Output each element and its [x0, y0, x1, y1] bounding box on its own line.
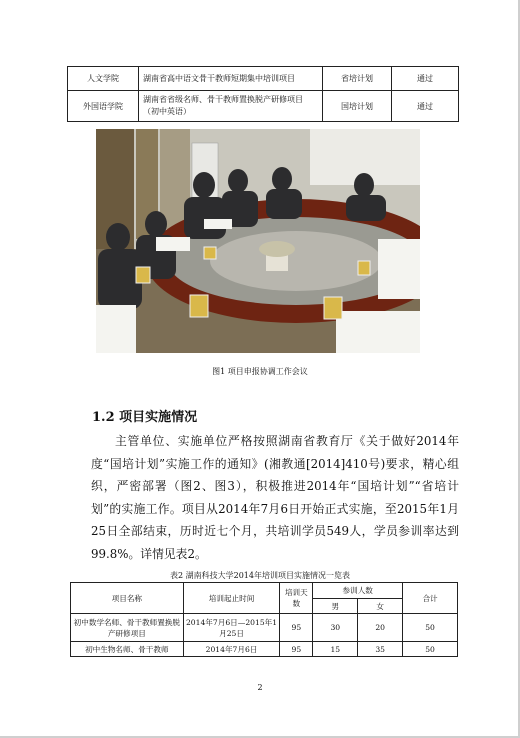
implementation-table [70, 582, 458, 657]
plan-cell: 省培计划 [323, 67, 392, 91]
cell-name: 初中数学名师、骨干教师置换脱产研修项目 [71, 614, 184, 642]
header-participants: 参训人数 [313, 583, 403, 599]
header-total: 合计 [403, 583, 458, 614]
page-number: 2 [257, 683, 263, 692]
table-row [68, 67, 459, 91]
college-cell: 外国语学院 [68, 91, 139, 122]
header-name: 项目名称 [71, 583, 184, 614]
project-cell: 湖南省省级名师、骨干教师置换脱产研修项目（初中英语） [139, 91, 323, 122]
header-female: 女 [358, 599, 403, 614]
cell-days: 95 [280, 642, 313, 657]
cell-female: 35 [358, 642, 403, 657]
header-period: 培训起止时间 [183, 583, 280, 614]
cell-female: 20 [358, 614, 403, 642]
cell-total: 50 [403, 614, 458, 642]
table-caption: 表2 湖南科技大学2014年培训项目实施情况一览表 [170, 571, 350, 580]
table-row [68, 91, 459, 122]
cell-male: 15 [313, 642, 358, 657]
cell-period: 2014年7月6日 [183, 642, 280, 657]
college-cell: 人文学院 [68, 67, 139, 91]
approval-table [67, 66, 459, 122]
table-row [71, 642, 458, 657]
table-row [71, 614, 458, 642]
header-days: 培训天数 [280, 583, 313, 614]
status-cell: 通过 [392, 91, 459, 122]
cell-days: 95 [280, 614, 313, 642]
project-cell: 湖南省高中语文骨干教师短期集中培训项目 [139, 67, 323, 91]
cell-male: 30 [313, 614, 358, 642]
plan-cell: 国培计划 [323, 91, 392, 122]
section-heading: 1.2 项目实施情况 [92, 410, 198, 425]
cell-period: 2014年7月6日—2015年1月25日 [183, 614, 280, 642]
cell-name: 初中生物名师、骨干教师 [71, 642, 184, 657]
status-cell: 通过 [392, 67, 459, 91]
meeting-photo [96, 129, 420, 353]
figure-caption: 图1 项目申报协调工作会议 [212, 367, 308, 376]
body-paragraph: 主管单位、实施单位严格按照湖南省教育厅《关于做好2014年度“国培计划”实施工作的通知》(湘教通[2014]410号)要求，精心组织，严密部署（图2、图3），积极推进2014年“国培计划”“省培计划”的实施工作。项目从2014年7月6日开始正式实施，至2015年1月25日全部结束，历时近七个月，共培训学员549人，学员参训率达到99.8%。详情见表2。 [91, 434, 459, 561]
header-male: 男 [313, 599, 358, 614]
cell-total: 50 [403, 642, 458, 657]
table-header-row [71, 583, 458, 599]
